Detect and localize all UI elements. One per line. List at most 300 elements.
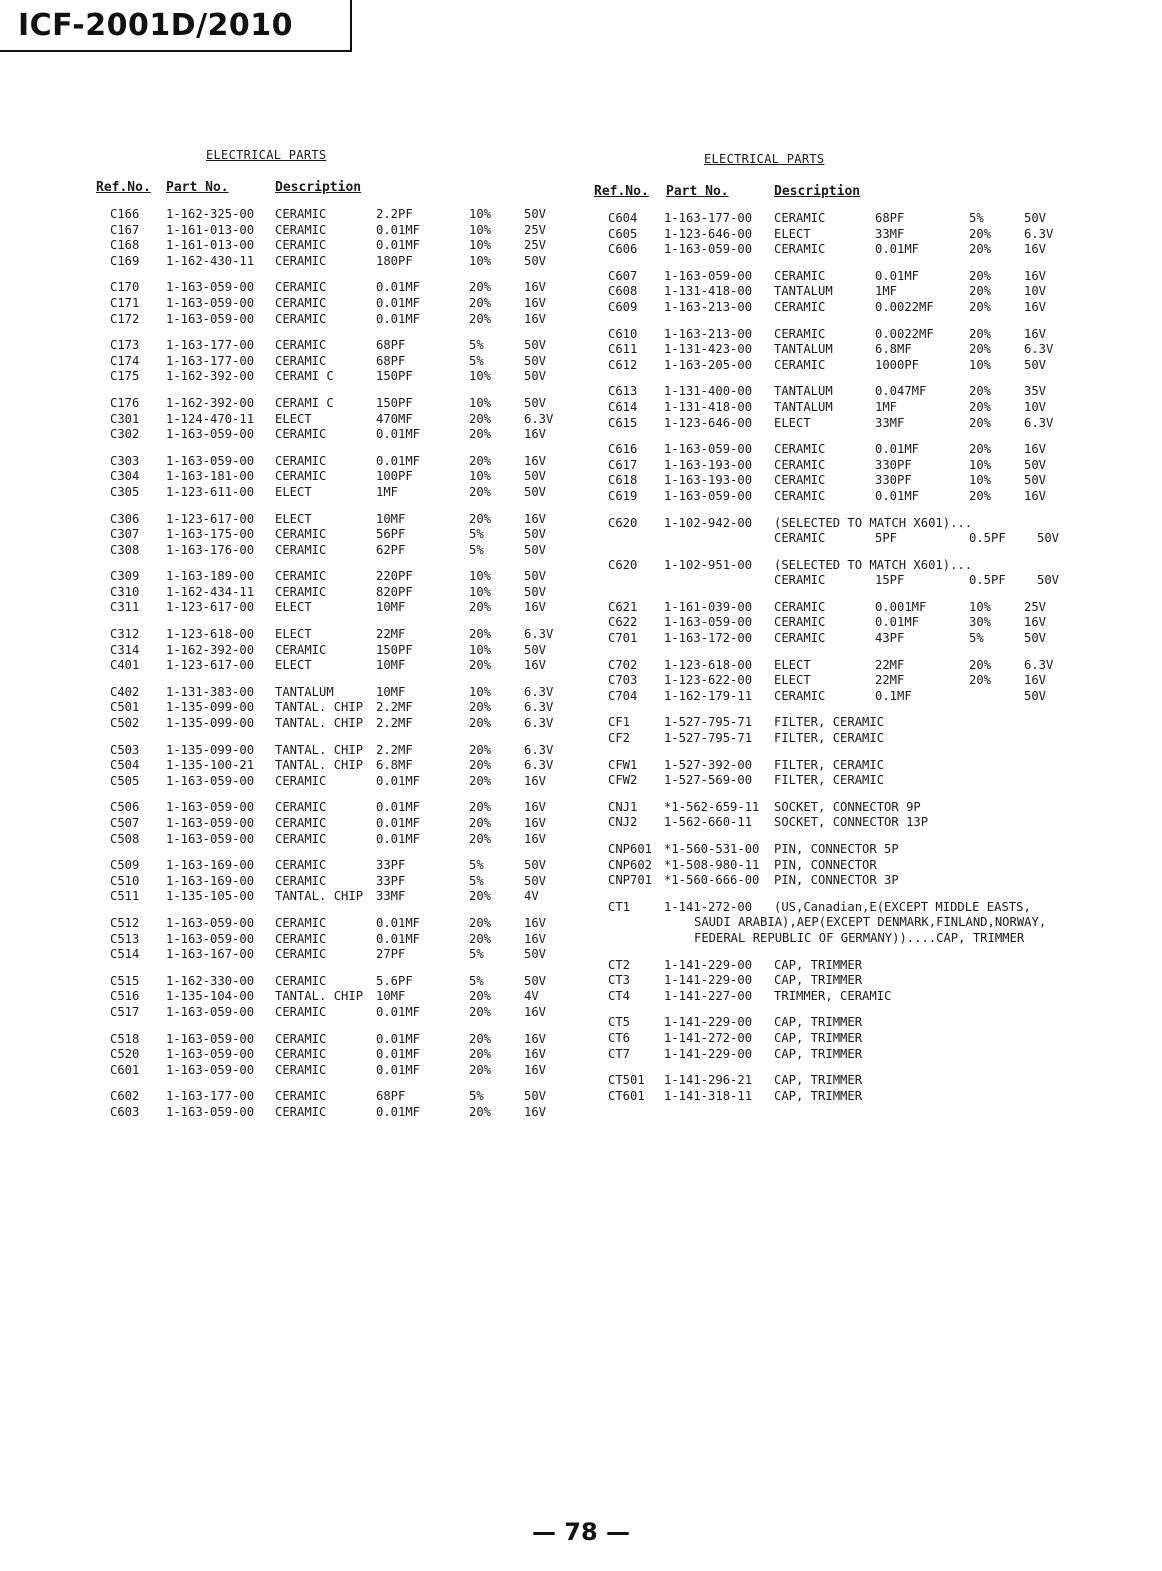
ref-no: C167 bbox=[110, 222, 140, 237]
description: CERAMIC bbox=[275, 816, 327, 830]
table-row bbox=[594, 516, 1114, 532]
voltage: 6.3V bbox=[524, 716, 554, 731]
voltage: 50V bbox=[1037, 531, 1060, 546]
description: CERAMIC bbox=[275, 1104, 327, 1119]
section-title: ELECTRICAL PARTS bbox=[206, 148, 327, 162]
part-no: 1-163-059-00 bbox=[166, 427, 255, 442]
ref-no: C312 bbox=[110, 627, 140, 642]
value: 33PF bbox=[376, 858, 406, 873]
selection-note: (SELECTED TO MATCH X601)... bbox=[774, 515, 973, 530]
voltage: 16V bbox=[524, 915, 547, 930]
table-row bbox=[96, 569, 566, 585]
part-no: 1-163-059-00 bbox=[166, 831, 255, 846]
description: CERAMIC bbox=[275, 947, 327, 962]
voltage: 50V bbox=[524, 973, 547, 988]
description: FILTER, CERAMIC bbox=[774, 773, 885, 788]
value: 0.01MF bbox=[875, 615, 920, 630]
voltage: 16V bbox=[1024, 242, 1047, 257]
ref-no: C169 bbox=[110, 253, 140, 268]
ref-no: C508 bbox=[110, 831, 140, 846]
description: CERAMIC bbox=[774, 211, 826, 225]
description: CERAMIC bbox=[275, 973, 327, 988]
voltage: 50V bbox=[524, 1089, 547, 1104]
value: 43PF bbox=[875, 631, 905, 646]
table-row bbox=[96, 585, 566, 601]
part-no: 1-141-296-21 bbox=[664, 1073, 753, 1088]
value: 5PF bbox=[875, 531, 898, 546]
value: 10MF bbox=[376, 658, 406, 673]
description: CERAMIC bbox=[774, 357, 826, 372]
model-header-box bbox=[0, 0, 352, 52]
description: PIN, CONNECTOR 5P bbox=[774, 842, 899, 856]
table-row bbox=[594, 242, 1114, 258]
ref-no: C401 bbox=[110, 658, 140, 673]
table-row bbox=[96, 627, 566, 643]
description: CERAMIC bbox=[275, 858, 327, 873]
description: FEDERAL REPUBLIC OF GERMANY))....CAP, TRIMMER bbox=[694, 930, 1025, 945]
tolerance: 5% bbox=[969, 631, 984, 646]
part-no: 1-162-325-00 bbox=[166, 207, 255, 221]
value: 33MF bbox=[875, 415, 905, 430]
part-no: 1-163-059-00 bbox=[166, 1047, 255, 1062]
ref-no: C170 bbox=[110, 280, 140, 295]
ref-no: C616 bbox=[608, 442, 638, 457]
tolerance: 20% bbox=[469, 831, 492, 846]
description: CERAMIC bbox=[774, 457, 826, 472]
table-row bbox=[594, 900, 1114, 916]
table-row bbox=[594, 842, 1114, 858]
tolerance: 10% bbox=[469, 584, 492, 599]
ref-no: C611 bbox=[608, 342, 638, 357]
value: 0.01MF bbox=[376, 831, 421, 846]
value: 220PF bbox=[376, 569, 413, 584]
tolerance: 20% bbox=[969, 242, 992, 257]
voltage: 6.3V bbox=[524, 411, 554, 426]
table-row bbox=[594, 673, 1114, 689]
voltage: 50V bbox=[1024, 211, 1047, 225]
description: CERAMIC bbox=[774, 688, 826, 703]
description: CERAMIC bbox=[774, 242, 826, 257]
value: 1MF bbox=[376, 484, 399, 499]
value: 33MF bbox=[875, 226, 905, 241]
value: 0.01MF bbox=[376, 311, 421, 326]
table-row bbox=[594, 873, 1114, 889]
description: CERAMIC bbox=[774, 488, 826, 503]
ref-no: C607 bbox=[608, 268, 638, 283]
part-no: 1-163-169-00 bbox=[166, 858, 255, 873]
voltage: 50V bbox=[1037, 573, 1060, 588]
part-no: 1-141-229-00 bbox=[664, 1015, 753, 1030]
voltage: 50V bbox=[524, 469, 547, 484]
description: CERAMIC bbox=[774, 442, 826, 457]
description: TANTALUM bbox=[774, 399, 833, 414]
description: CERAMIC bbox=[774, 599, 826, 614]
description: ELECT bbox=[774, 415, 811, 430]
ref-no: CT6 bbox=[608, 1030, 631, 1045]
part-no: 1-163-059-00 bbox=[166, 931, 255, 946]
ref-no: C602 bbox=[110, 1089, 140, 1104]
part-no: 1-527-795-71 bbox=[664, 715, 753, 730]
value: 0.01MF bbox=[376, 295, 421, 310]
value: 0.01MF bbox=[376, 1062, 421, 1077]
value: 0.01MF bbox=[376, 238, 421, 253]
tolerance: 20% bbox=[469, 280, 492, 295]
ref-no: C506 bbox=[110, 800, 140, 815]
description: CAP, TRIMMER bbox=[774, 1073, 863, 1088]
ref-no: C703 bbox=[608, 673, 638, 688]
description: TANTALUM bbox=[275, 684, 334, 699]
part-no: 1-163-059-00 bbox=[166, 816, 255, 830]
ref-no: C620 bbox=[608, 515, 638, 530]
ref-no: C304 bbox=[110, 469, 140, 484]
part-group bbox=[96, 454, 566, 501]
part-no: 1-135-099-00 bbox=[166, 742, 255, 757]
ref-no: CT4 bbox=[608, 988, 631, 1003]
tolerance: 20% bbox=[469, 800, 492, 815]
part-no: 1-163-189-00 bbox=[166, 569, 255, 584]
description: CERAMIC bbox=[275, 915, 327, 930]
part-no: 1-123-646-00 bbox=[664, 415, 753, 430]
description: CERAMIC bbox=[275, 295, 327, 310]
voltage: 50V bbox=[524, 353, 547, 368]
part-no: 1-163-167-00 bbox=[166, 947, 255, 962]
ref-no: C402 bbox=[110, 684, 140, 699]
ref-no: C509 bbox=[110, 858, 140, 873]
tolerance: 5% bbox=[469, 973, 484, 988]
description: SOCKET, CONNECTOR 9P bbox=[774, 799, 921, 814]
ref-no: C605 bbox=[608, 226, 638, 241]
description: CERAMIC bbox=[275, 800, 327, 815]
part-no: 1-163-205-00 bbox=[664, 357, 753, 372]
voltage: 16V bbox=[524, 295, 547, 310]
description: CERAMIC bbox=[774, 326, 826, 341]
table-row bbox=[594, 631, 1114, 647]
value: 0.047MF bbox=[875, 384, 927, 399]
value: 150PF bbox=[376, 395, 413, 410]
ref-no: CFW2 bbox=[608, 773, 638, 788]
table-row bbox=[594, 989, 1114, 1005]
ref-no: C520 bbox=[110, 1047, 140, 1062]
table-row bbox=[96, 889, 566, 905]
ref-no: C302 bbox=[110, 427, 140, 442]
voltage: 6.3V bbox=[524, 700, 554, 715]
part-no: 1-163-059-00 bbox=[166, 1004, 255, 1019]
part-no: 1-163-175-00 bbox=[166, 527, 255, 542]
ref-no: C622 bbox=[608, 615, 638, 630]
voltage: 10V bbox=[1024, 284, 1047, 299]
table-row bbox=[96, 312, 566, 328]
value: 1MF bbox=[875, 399, 898, 414]
table-row bbox=[594, 442, 1114, 458]
value: 0.01MF bbox=[376, 453, 421, 468]
part-no: 1-161-013-00 bbox=[166, 222, 255, 237]
part-group bbox=[594, 958, 1114, 1005]
part-group bbox=[594, 384, 1114, 431]
table-row bbox=[594, 715, 1114, 731]
table-row bbox=[96, 832, 566, 848]
tolerance: 5% bbox=[469, 542, 484, 557]
voltage: 50V bbox=[524, 527, 547, 542]
table-row bbox=[594, 689, 1114, 705]
tolerance: 20% bbox=[469, 627, 492, 642]
ref-no: C601 bbox=[110, 1062, 140, 1077]
part-no: 1-163-059-00 bbox=[166, 1062, 255, 1077]
tolerance: 5% bbox=[469, 353, 484, 368]
voltage: 25V bbox=[524, 238, 547, 253]
part-no: 1-131-423-00 bbox=[664, 342, 753, 357]
table-row bbox=[96, 974, 566, 990]
value: 33MF bbox=[376, 889, 406, 904]
voltage: 16V bbox=[1024, 299, 1047, 314]
value: 10MF bbox=[376, 600, 406, 615]
ref-no: C311 bbox=[110, 600, 140, 615]
tolerance: 0.5PF bbox=[969, 531, 1006, 546]
description: CAP, TRIMMER bbox=[774, 1046, 863, 1061]
tolerance: 20% bbox=[469, 773, 492, 788]
voltage: 16V bbox=[524, 831, 547, 846]
value: 0.01MF bbox=[376, 931, 421, 946]
voltage: 16V bbox=[1024, 488, 1047, 503]
value: 150PF bbox=[376, 369, 413, 384]
part-no: 1-123-618-00 bbox=[664, 657, 753, 672]
description: CERAMIC bbox=[275, 353, 327, 368]
ref-no: CT3 bbox=[608, 973, 631, 988]
description: TANTAL. CHIP bbox=[275, 742, 364, 757]
part-group bbox=[594, 516, 1114, 547]
voltage: 16V bbox=[524, 1104, 547, 1119]
tolerance: 20% bbox=[969, 415, 992, 430]
part-group bbox=[96, 1089, 566, 1120]
table-row bbox=[594, 858, 1114, 874]
voltage: 25V bbox=[524, 222, 547, 237]
table-row bbox=[594, 773, 1114, 789]
voltage: 16V bbox=[1024, 615, 1047, 630]
tolerance: 20% bbox=[469, 295, 492, 310]
part-group bbox=[96, 627, 566, 674]
ref-no: C615 bbox=[608, 415, 638, 430]
description: TANTAL. CHIP bbox=[275, 716, 364, 731]
description: TRIMMER, CERAMIC bbox=[774, 988, 892, 1003]
table-row bbox=[594, 731, 1114, 747]
ref-no: C301 bbox=[110, 411, 140, 426]
part-no: 1-562-660-11 bbox=[664, 815, 753, 830]
ref-no: C303 bbox=[110, 453, 140, 468]
part-group bbox=[96, 800, 566, 847]
tolerance: 20% bbox=[469, 1031, 492, 1046]
description: CERAMIC bbox=[275, 1004, 327, 1019]
part-no: 1-131-418-00 bbox=[664, 399, 753, 414]
voltage: 6.3V bbox=[524, 742, 554, 757]
tolerance: 20% bbox=[969, 657, 992, 672]
voltage: 10V bbox=[1024, 399, 1047, 414]
table-row bbox=[96, 816, 566, 832]
header-part-no: Part No. bbox=[666, 184, 729, 199]
tolerance: 20% bbox=[969, 442, 992, 457]
voltage: 50V bbox=[524, 569, 547, 584]
ref-no: C175 bbox=[110, 369, 140, 384]
part-no: 1-163-059-00 bbox=[664, 268, 753, 283]
description: CERAMIC bbox=[275, 1089, 327, 1104]
ref-no: C310 bbox=[110, 584, 140, 599]
voltage: 16V bbox=[524, 658, 547, 673]
part-no: 1-102-951-00 bbox=[664, 557, 753, 572]
part-group bbox=[96, 858, 566, 905]
description: CERAMIC bbox=[275, 222, 327, 237]
voltage: 16V bbox=[1024, 673, 1047, 688]
part-group bbox=[594, 211, 1114, 258]
part-no: 1-163-059-00 bbox=[664, 615, 753, 630]
value: 330PF bbox=[875, 473, 912, 488]
description: CERAMIC bbox=[275, 207, 327, 221]
ref-no: C518 bbox=[110, 1031, 140, 1046]
part-no: 1-163-059-00 bbox=[166, 453, 255, 468]
ref-no: CT501 bbox=[608, 1073, 645, 1088]
tolerance: 20% bbox=[469, 816, 492, 830]
tolerance: 20% bbox=[469, 989, 492, 1004]
value: 0.0022MF bbox=[875, 326, 934, 341]
voltage: 16V bbox=[524, 1062, 547, 1077]
part-no: 1-141-272-00 bbox=[664, 1030, 753, 1045]
table-row bbox=[594, 227, 1114, 243]
tolerance: 5% bbox=[469, 527, 484, 542]
description: TANTAL. CHIP bbox=[275, 889, 364, 904]
value: 68PF bbox=[376, 353, 406, 368]
tolerance: 10% bbox=[469, 569, 492, 584]
description: ELECT bbox=[275, 600, 312, 615]
value: 0.01MF bbox=[376, 915, 421, 930]
table-row bbox=[594, 600, 1114, 616]
value: 2.2PF bbox=[376, 207, 413, 221]
voltage: 6.3V bbox=[1024, 657, 1054, 672]
table-row bbox=[96, 207, 566, 223]
description: CERAMIC bbox=[275, 773, 327, 788]
voltage: 16V bbox=[524, 311, 547, 326]
ref-no: C702 bbox=[608, 657, 638, 672]
part-group bbox=[96, 207, 566, 269]
part-no: 1-135-105-00 bbox=[166, 889, 255, 904]
ref-no: C621 bbox=[608, 599, 638, 614]
value: 6.8MF bbox=[875, 342, 912, 357]
table-row bbox=[594, 758, 1114, 774]
ref-no: C504 bbox=[110, 758, 140, 773]
table-row bbox=[96, 354, 566, 370]
description: CAP, TRIMMER bbox=[774, 1030, 863, 1045]
table-row bbox=[96, 512, 566, 528]
value: 820PF bbox=[376, 584, 413, 599]
part-no: 1-163-059-00 bbox=[166, 280, 255, 295]
description: CERAMIC bbox=[275, 453, 327, 468]
ref-no: C514 bbox=[110, 947, 140, 962]
ref-no: C619 bbox=[608, 488, 638, 503]
part-no: 1-123-617-00 bbox=[166, 658, 255, 673]
part-group bbox=[96, 685, 566, 732]
ref-no: C515 bbox=[110, 973, 140, 988]
table-row bbox=[594, 489, 1114, 505]
tolerance: 20% bbox=[469, 600, 492, 615]
ref-no: C306 bbox=[110, 511, 140, 526]
part-no: 1-123-622-00 bbox=[664, 673, 753, 688]
table-row bbox=[594, 1031, 1114, 1047]
table-row bbox=[96, 412, 566, 428]
table-row bbox=[96, 485, 566, 501]
tolerance: 20% bbox=[469, 742, 492, 757]
table-row bbox=[96, 1089, 566, 1105]
part-no: 1-161-013-00 bbox=[166, 238, 255, 253]
tolerance: 20% bbox=[969, 399, 992, 414]
ref-no: C512 bbox=[110, 915, 140, 930]
part-no: *1-508-980-11 bbox=[664, 857, 760, 872]
tolerance: 5% bbox=[469, 858, 484, 873]
tolerance: 20% bbox=[469, 758, 492, 773]
part-no: 1-163-193-00 bbox=[664, 473, 753, 488]
part-no: 1-163-059-00 bbox=[166, 295, 255, 310]
description: CERAMIC bbox=[275, 527, 327, 542]
value: 0.01MF bbox=[376, 280, 421, 295]
voltage: 50V bbox=[524, 207, 547, 221]
description: CERAMIC bbox=[275, 427, 327, 442]
voltage: 50V bbox=[524, 858, 547, 873]
parts-list bbox=[594, 211, 1114, 505]
tolerance: 20% bbox=[469, 484, 492, 499]
voltage: 50V bbox=[1024, 473, 1047, 488]
part-no: 1-163-177-00 bbox=[166, 338, 255, 353]
description: CERAMIC bbox=[275, 238, 327, 253]
ref-no: C168 bbox=[110, 238, 140, 253]
tolerance: 20% bbox=[469, 427, 492, 442]
table-row bbox=[96, 947, 566, 963]
description: CERAMI C bbox=[275, 395, 334, 410]
description: CAP, TRIMMER bbox=[774, 973, 863, 988]
value: 0.01MF bbox=[875, 268, 920, 283]
value: 6.8MF bbox=[376, 758, 413, 773]
table-row bbox=[96, 238, 566, 254]
value: 2.2MF bbox=[376, 742, 413, 757]
ref-no: C516 bbox=[110, 989, 140, 1004]
tolerance: 20% bbox=[969, 342, 992, 357]
table-row bbox=[96, 223, 566, 239]
voltage: 16V bbox=[524, 453, 547, 468]
value: 10MF bbox=[376, 684, 406, 699]
table-row bbox=[594, 800, 1114, 816]
part-no: 1-163-059-00 bbox=[664, 442, 753, 457]
ref-no: CNP602 bbox=[608, 857, 653, 872]
value: 68PF bbox=[376, 338, 406, 353]
description: ELECT bbox=[774, 673, 811, 688]
part-no: 1-163-177-00 bbox=[664, 211, 753, 225]
description: ELECT bbox=[275, 411, 312, 426]
value: 0.01MF bbox=[875, 488, 920, 503]
value: 2.2MF bbox=[376, 716, 413, 731]
ref-no: C617 bbox=[608, 457, 638, 472]
part-group bbox=[96, 569, 566, 616]
table-row bbox=[96, 658, 566, 674]
table-row bbox=[594, 573, 1114, 589]
tolerance: 20% bbox=[969, 673, 992, 688]
part-no: 1-131-383-00 bbox=[166, 684, 255, 699]
tolerance: 20% bbox=[469, 889, 492, 904]
voltage: 16V bbox=[524, 800, 547, 815]
part-group bbox=[594, 800, 1114, 831]
tolerance: 10% bbox=[469, 395, 492, 410]
ref-no: CNP701 bbox=[608, 873, 653, 888]
voltage: 16V bbox=[524, 773, 547, 788]
voltage: 6.3V bbox=[1024, 415, 1054, 430]
table-row bbox=[96, 396, 566, 412]
value: 470MF bbox=[376, 411, 413, 426]
description: CAP, TRIMMER bbox=[774, 1015, 863, 1030]
tolerance: 20% bbox=[969, 284, 992, 299]
value: 0.01MF bbox=[875, 242, 920, 257]
